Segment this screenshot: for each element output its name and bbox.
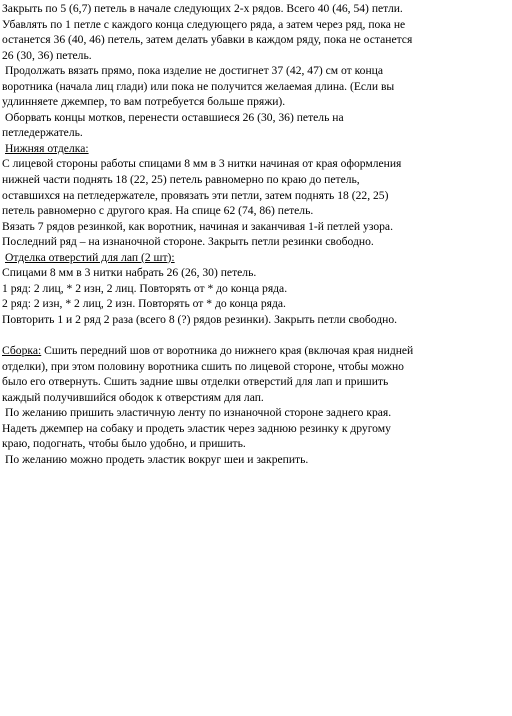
text-line: нижней части поднять 18 (22, 25) петель равномерно по краю до петель, xyxy=(2,173,360,187)
text-line: Вязать 7 рядов резинкой, как воротник, начиная и заканчивая 1-й петлей узора. xyxy=(2,219,393,233)
text-line: было его отвернуть. Сшить задние швы отделки отверстий для лап и пришить xyxy=(2,375,389,389)
text-line: Повторить 1 и 2 ряд 2 раза (всего 8 (?) рядов резинки). Закрыть петли свободно. xyxy=(2,312,398,326)
text-line: 26 (30, 36) петель. xyxy=(2,48,92,62)
section-heading-bottom-trim xyxy=(2,141,510,157)
paragraph-bottom-trim xyxy=(2,156,510,249)
text-line: останется 36 (40, 46) петель, затем делать убавки в каждом ряду, пока не останется xyxy=(2,33,413,47)
text-line: воротника (начала лиц глади) или пока не получится желаемая длина. (Если вы xyxy=(2,79,395,93)
blank-line xyxy=(2,327,510,343)
text-line: По желанию пришить эластичную ленту по изнаночной стороне заднего края. xyxy=(5,406,392,420)
heading-text: Нижняя отделка: xyxy=(5,141,89,155)
text-line: оставшихся на петледержателе, провязать эти петли, затем поднять 18 (22, 25) xyxy=(2,188,389,202)
text-line: С лицевой стороны работы спицами 8 мм в 3 нитки начиная от края оформления xyxy=(2,157,402,171)
text-line: Спицами 8 мм в 3 нитки набрать 26 (26, 30) петель. xyxy=(2,266,257,280)
text-line: 2 ряд: 2 изн, * 2 лиц, 2 изн. Повторять от * до конца ряда. xyxy=(2,297,286,311)
text-line: каждый получившийся ободок к отверстиям для лап. xyxy=(2,390,264,404)
paragraph-neck-elastic xyxy=(2,452,510,468)
paragraph-assembly xyxy=(2,343,510,405)
text-line: удлинняете джемпер, то вам потребуется больше пряжи). xyxy=(2,95,286,109)
knitting-instructions-document xyxy=(2,1,510,467)
section-heading-assembly: Сборка: xyxy=(2,344,42,358)
text-line xyxy=(2,343,510,359)
section-heading-leg-openings xyxy=(2,250,510,266)
paragraph-elastic xyxy=(2,405,510,452)
paragraph-leg-openings xyxy=(2,265,510,327)
text-line: Закрыть по 5 (6,7) петель в начале следующих 2-х рядов. Всего 40 (46, 54) петли. xyxy=(2,2,403,15)
text-line: По желанию можно продеть эластик вокруг шеи и закрепить. xyxy=(5,452,309,466)
text-line: Надеть джемпер на собаку и продеть эластик через заднюю резинку к другому xyxy=(2,421,391,435)
paragraph-stitch-holder xyxy=(2,110,510,141)
heading-text: Отделка отверстий для лап (2 шт): xyxy=(5,250,175,264)
text-line: петледержатель. xyxy=(2,126,83,140)
paragraph-decreases xyxy=(2,1,510,63)
text-line: отделки), при этом половину воротника сшить по лицевой стороне, чтобы можно xyxy=(2,359,404,373)
text-line: петель равномерно с другого края. На спице 62 (74, 86) петель. xyxy=(2,204,314,218)
paragraph-continue-straight xyxy=(2,63,510,110)
assembly-line-text: Сшить передний шов от воротника до нижнего края (включая края нидней xyxy=(41,344,414,358)
text-line: краю, подогнать, чтобы было удобно, и пришить. xyxy=(2,437,246,451)
text-line: Убавлять по 1 петле с каждого конца следующего ряда, а затем через ряд, пока не xyxy=(2,17,406,31)
text-line: Продолжать вязать прямо, пока изделие не достигнет 37 (42, 47) см от конца xyxy=(5,64,384,78)
text-line: Оборвать концы мотков, перенести оставшиеся 26 (30, 36) петель на xyxy=(5,110,344,124)
text-line: Последний ряд – на изнаночной стороне. Закрыть петли резинки свободно. xyxy=(2,235,374,249)
text-line: 1 ряд: 2 лиц, * 2 изн, 2 лиц. Повторять от * до конца ряда. xyxy=(2,281,288,295)
